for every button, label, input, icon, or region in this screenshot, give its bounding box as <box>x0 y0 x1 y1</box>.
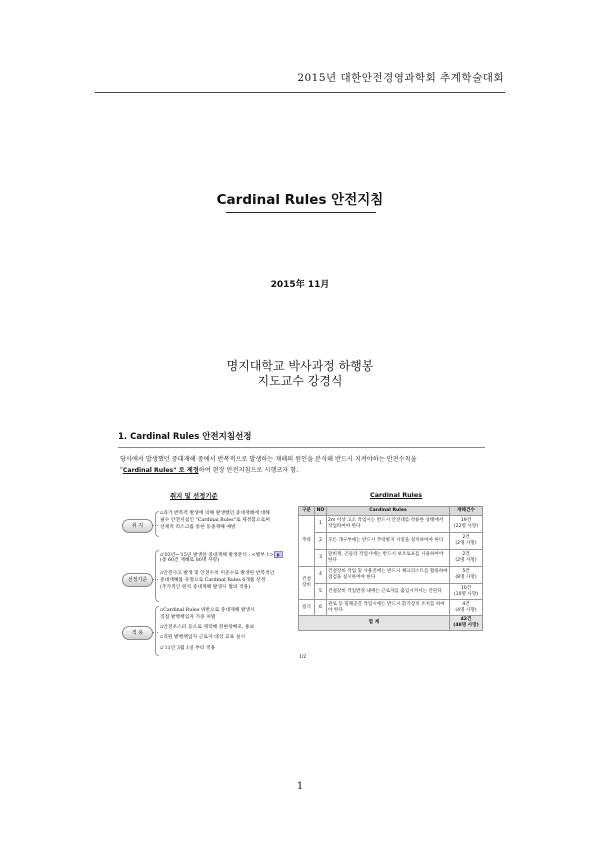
table-row <box>299 600 483 616</box>
title-underline <box>226 212 376 213</box>
no-cell: 3 <box>315 550 327 567</box>
slide-title: 1. Cardinal Rules 안전지침선정 <box>118 432 252 442</box>
purpose-criteria-heading: 취지 및 선정기준 <box>170 492 218 500</box>
intro-underlined: Cardinal Rules" 로 제정 <box>122 467 199 474</box>
slide-footnote: 1/2 <box>299 655 307 660</box>
author-line-1: 명지대학교 박사과정 하행봉 <box>226 359 374 373</box>
intro-quote: " <box>120 467 123 474</box>
pill-purpose: 취 지 <box>122 519 153 533</box>
apply-bullet-4: ▫직원 발행책임자 근로자 대상 교육 실시 <box>160 635 246 640</box>
criteria-bullet-3: ▫안전사고 발생 및 안전수칙 미준수로 발생한 반복적인 <box>160 571 275 576</box>
brace-criteria <box>155 550 159 602</box>
count-cell: 2건 (2명 사망) <box>450 533 483 550</box>
category-cell: 건설장비 <box>299 567 315 600</box>
table-body <box>299 516 483 631</box>
purpose-bullet-3: 선제적 리스크를 통한 동종재해 예방 <box>160 525 236 530</box>
pill-apply: 적 용 <box>122 626 153 640</box>
document-date: 2015年 11月 <box>270 280 330 290</box>
criteria-bullet-5: (추가적인 원칙 중대재해 발생시 협의 적용) <box>160 585 251 590</box>
cardinal-rules-table <box>298 506 483 631</box>
criteria-bullet-4: 중대재해를 유형으로 Cardinal Rules 6개를 선정 <box>160 578 266 583</box>
slide-title-rule <box>118 447 485 448</box>
table-total-row <box>299 616 483 631</box>
conference-header: 2015년 대한안전경영과학회 추계학술대회 <box>297 72 504 84</box>
play-icon[interactable] <box>274 551 283 558</box>
purpose-bullet-2: 필수 안전지침인 "Cardinal Rules"로 제정함으로써 <box>160 518 270 523</box>
apply-bullet-3: ▫안전포스터 등으로 제작해 전현장배포, 홍보 <box>160 625 255 630</box>
page-number: 1 <box>296 781 304 792</box>
document-title: Cardinal Rules 안전지침 <box>216 192 384 208</box>
rule-cell: 건설장비 작업반경 내에는 근로자를 출입시켜서는 안된다 <box>327 584 450 600</box>
rule-cell: 모든 개구부에는 반드시 추락방지 시설을 설치하여야 한다 <box>327 533 450 550</box>
slide-intro-line-2 <box>120 465 298 474</box>
no-cell: 6 <box>315 600 327 616</box>
criteria-bullet-2: (총 60건 재해로 80명 사망) <box>160 558 220 563</box>
apply-bullet-5: ▫'11년 3월 1일 부터 적용 <box>160 646 216 651</box>
brace-purpose <box>155 511 159 537</box>
table-row <box>299 584 483 600</box>
count-cell: 10건 (10명 사망) <box>450 584 483 600</box>
no-cell: 1 <box>315 516 327 533</box>
brace-apply <box>155 606 159 656</box>
no-cell: 5 <box>315 584 327 600</box>
rule-cell: 2m 이상 고소 작업시는 반드시 안전대를 착용한 상태에서 작업하여야 한다 <box>327 516 450 533</box>
col-header-category: 구분 <box>299 507 315 516</box>
rule-cell: 달비계, 곤돌라 작업시에는 반드시 보조로프를 사용하여야 한다 <box>327 550 450 567</box>
total-label: 합 계 <box>299 616 450 631</box>
rule-cell: 건설장비 작업 및 사용전에는 반드시 체크리스트를 활용하여 점검을 실시하여야 한다 <box>327 567 450 584</box>
no-cell: 4 <box>315 567 327 584</box>
table-row <box>299 533 483 550</box>
header-rule <box>95 92 505 93</box>
author-line-2: 지도교수 강경식 <box>257 374 343 388</box>
table-row <box>299 516 483 533</box>
count-cell: 19건 (22명 사망) <box>450 516 483 533</box>
slide-intro-line-1: 당사에서 발생했던 중대재해 중에서 반복적으로 발생하는 재해의 원인을 분석해 반드시 지켜야하는 안전수칙을 <box>120 456 417 463</box>
category-cell: 질식 <box>299 600 315 616</box>
col-header-rule: Cardinal Rules <box>327 507 450 516</box>
criteria-bullet-1-text: ▫'03년~'15년 발생한 중대재해 발생분석 : <별부 1> <box>160 553 274 558</box>
count-cell: 4건 (4명 사망) <box>450 600 483 616</box>
cardinal-rules-heading: Cardinal Rules <box>370 491 422 499</box>
col-header-no: NO <box>315 507 327 516</box>
count-cell: 2건 (2명 사망) <box>450 550 483 567</box>
table-row <box>299 567 483 584</box>
apply-bullet-1: ▫Cardinal Rules 위반으로 중대재해 발생시 <box>160 608 255 613</box>
embedded-slide <box>118 425 485 665</box>
pill-criteria: 선정기준 <box>122 573 153 587</box>
category-cell: 추락 <box>299 516 315 567</box>
apply-bullet-2: 직접 발행책임자 가중 처벌 <box>160 615 216 620</box>
total-count: 42건 (48명 사망) <box>450 616 483 631</box>
no-cell: 2 <box>315 533 327 550</box>
intro-rest: 하여 현장 안전지침으로 시행코자 함. <box>198 467 299 474</box>
purpose-bullet-1: ▫과거 반복적 발생에 의해 발생했던 중대재해에 대해 <box>160 511 270 516</box>
rule-cell: 관로 등 밀폐공간 작업시에는 반드시 환기장치 조치를 하여야 한다 <box>327 600 450 616</box>
col-header-count: 재해건수 <box>450 507 483 516</box>
table-row <box>299 550 483 567</box>
table-header-row <box>299 507 483 516</box>
count-cell: 5건 (8명 사망) <box>450 567 483 584</box>
